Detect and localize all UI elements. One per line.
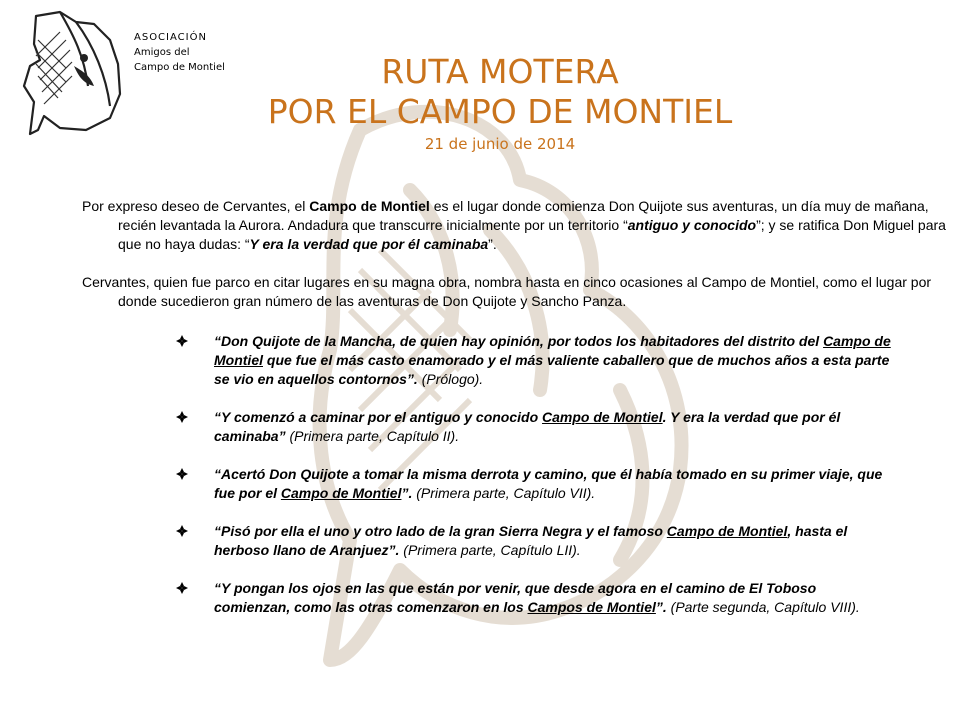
quote-item — [176, 408, 894, 446]
quote-list — [176, 332, 894, 636]
quote-item — [176, 465, 894, 503]
diamond-bullet-icon — [176, 582, 188, 594]
quote-text: “Pisó por ella el uno y otro lado de la gran Sierra Negra y el famoso — [214, 523, 667, 539]
quote-place: Campos de Montiel — [527, 599, 656, 615]
p1-text-4: ”. — [488, 236, 497, 252]
quote-text: “Y pongan los ojos en las que están por venir, que desde agora en el camino de El Toboso comienzan, como las otras comenzaron en los — [214, 580, 817, 615]
diamond-bullet-icon — [176, 411, 188, 423]
quote-reference: (Prólogo). — [417, 371, 484, 387]
quote-text-end: . Y era la verdad que por él caminaba” — [214, 409, 841, 444]
p1-text-2: es el lugar donde comienza Don Quijote sus aventuras, un día muy de mañana, recién levantada la Aurora. Andadura que transcurre inicialmente por un territorio “ — [118, 198, 929, 233]
assoc-line-2: Amigos del — [134, 47, 190, 58]
p1-text-3: ”; y se ratifica Don Miguel para que no haya dudas: “ — [118, 217, 946, 252]
quote-place: Campo de Montiel — [542, 409, 663, 425]
quote-item — [176, 332, 894, 389]
title-block — [0, 52, 960, 156]
quote-place: Campo de Montiel — [214, 333, 891, 368]
quote-text-end: que fue el más casto enamorado y el más valiente caballero que de muchos años a esta parte se vio en aquellos contornos”. — [214, 352, 890, 387]
diamond-bullet-icon — [176, 525, 188, 537]
quote-text: “Acertó Don Quijote a tomar la misma derrota y camino, que él había tomado en su primer viaje, que fue por el — [214, 466, 883, 501]
event-date: 21 de junio de 2014 — [424, 135, 576, 153]
assoc-line-1: ASOCIACIÓN — [134, 32, 207, 43]
quote-text-end: , hasta el herboso llano de Aranjuez”. — [214, 523, 848, 558]
page-title-line-1: RUTA MOTERA — [381, 52, 619, 91]
p1-emph-1: antiguo y conocido — [627, 217, 757, 233]
assoc-line-3: Campo de Montiel — [134, 62, 225, 73]
page-title-line-2: POR EL CAMPO DE MONTIEL — [267, 92, 733, 131]
quote-text-end: ”. — [401, 485, 413, 501]
quote-text: “Don Quijote de la Mancha, de quien hay opinión, por todos los habitadores del distrito del — [214, 333, 824, 349]
diamond-bullet-icon — [176, 335, 188, 347]
quote-item — [176, 579, 894, 617]
p1-emph-2: Y era la verdad que por él caminaba — [249, 236, 489, 252]
p1-text-1: Por expreso deseo de Cervantes, el — [82, 198, 310, 214]
second-paragraph: Cervantes, quien fue parco en citar lugares en su magna obra, nombra hasta en cinco ocasiones al Campo de Montiel, como el lugar por donde sucedieron gran número de las aventuras de Don Quijote y Sancho Panza. — [82, 274, 932, 309]
quote-item — [176, 522, 894, 560]
quote-text-end: ”. — [655, 599, 667, 615]
quote-text: “Y comenzó a caminar por el antiguo y conocido — [214, 409, 543, 425]
quote-reference: (Primera parte, Capítulo VII). — [412, 485, 596, 501]
p1-bold-campo: Campo de Montiel — [309, 198, 430, 214]
quote-place: Campo de Montiel — [280, 485, 402, 501]
quote-reference: (Parte segunda, Capítulo VIII). — [666, 599, 860, 615]
intro-paragraph — [82, 197, 950, 254]
diamond-bullet-icon — [176, 468, 188, 480]
quote-reference: (Primera parte, Capítulo II). — [285, 428, 460, 444]
quote-reference: (Primera parte, Capítulo LII). — [399, 542, 581, 558]
quote-place: Campo de Montiel — [666, 523, 788, 539]
